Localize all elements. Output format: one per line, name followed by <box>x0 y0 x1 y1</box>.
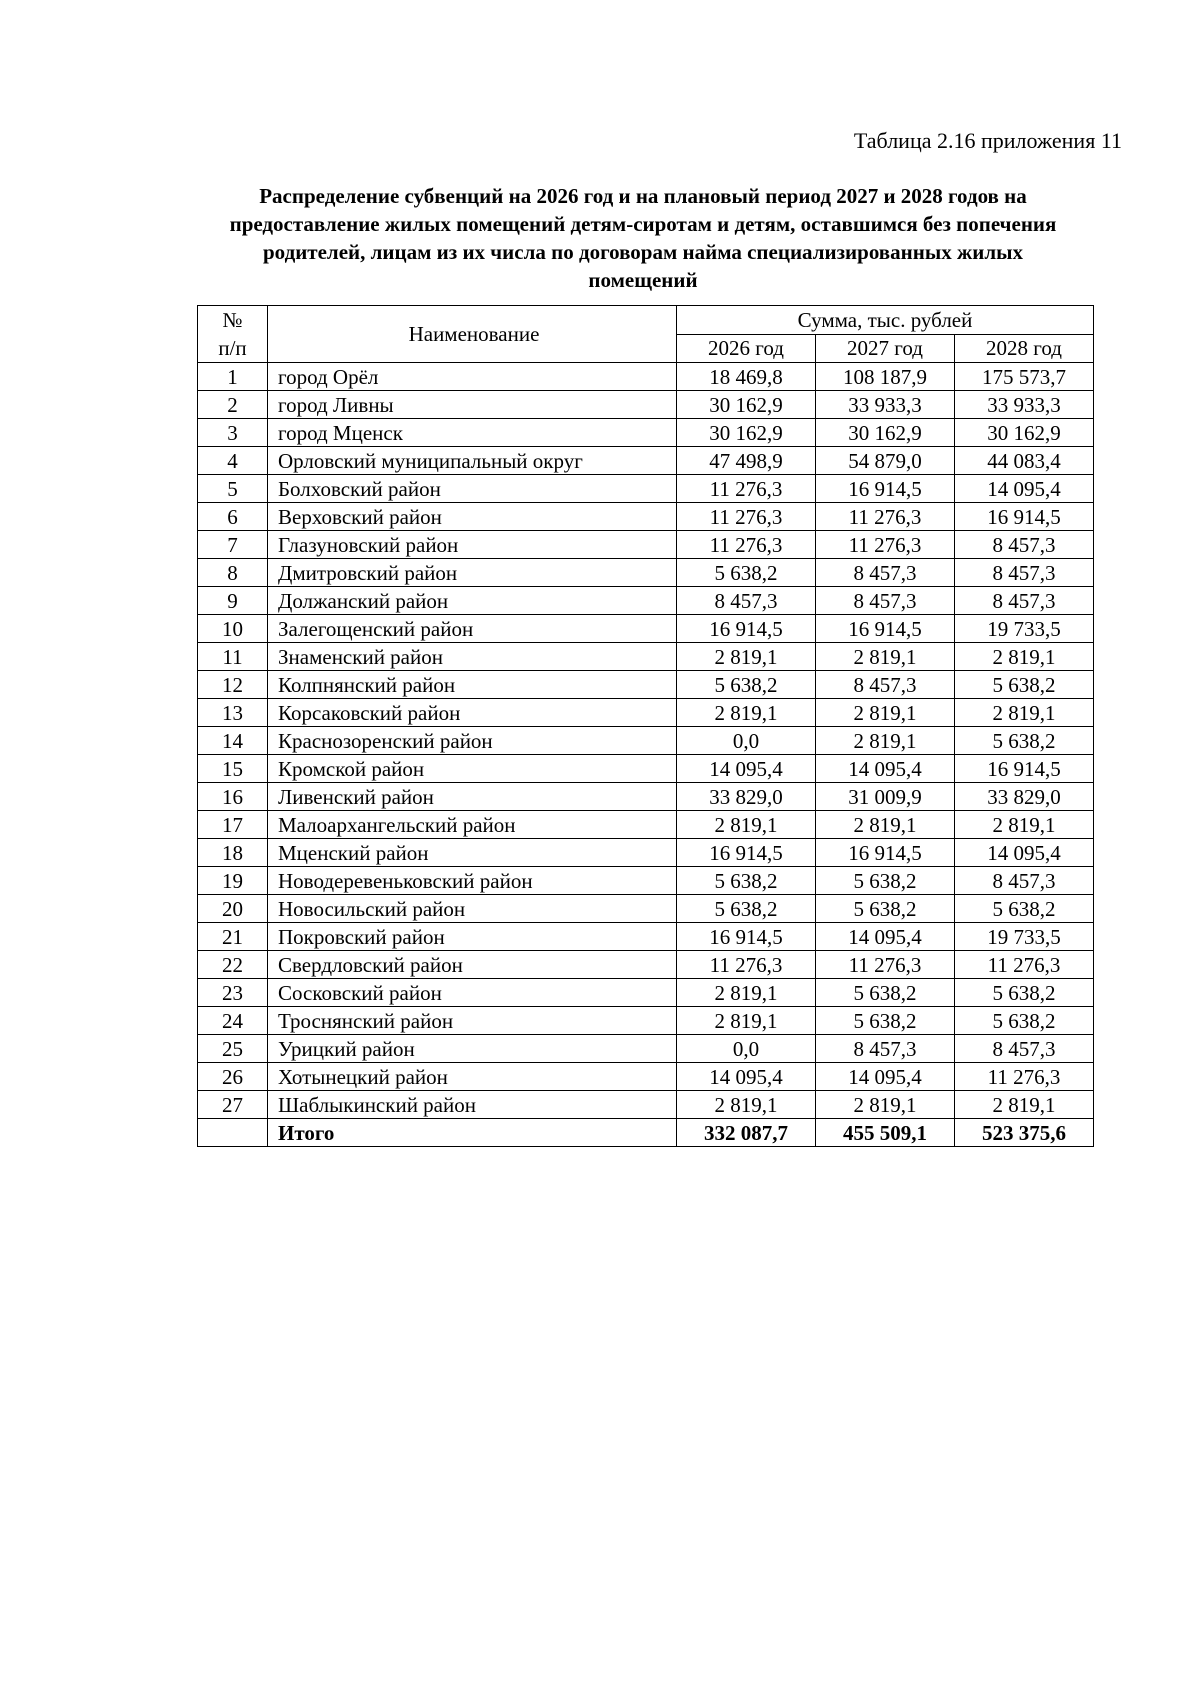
row-value-2026: 2 819,1 <box>677 643 816 671</box>
header-row <box>198 306 1094 335</box>
table-row <box>198 727 1094 755</box>
table-row <box>198 1091 1094 1119</box>
table-row <box>198 699 1094 727</box>
row-value-2028: 5 638,2 <box>955 979 1094 1007</box>
row-value-2028: 5 638,2 <box>955 895 1094 923</box>
row-value-2026: 14 095,4 <box>677 755 816 783</box>
table-body <box>198 363 1094 1119</box>
row-value-2026: 5 638,2 <box>677 867 816 895</box>
table-row <box>198 615 1094 643</box>
row-value-2027: 5 638,2 <box>816 1007 955 1035</box>
table-row <box>198 839 1094 867</box>
row-name: Покровский район <box>268 923 677 951</box>
row-value-2026: 30 162,9 <box>677 419 816 447</box>
row-value-2026: 16 914,5 <box>677 923 816 951</box>
row-value-2028: 16 914,5 <box>955 755 1094 783</box>
row-number: 17 <box>198 811 268 839</box>
row-value-2026: 11 276,3 <box>677 951 816 979</box>
row-name: Должанский район <box>268 587 677 615</box>
row-number: 15 <box>198 755 268 783</box>
row-value-2028: 8 457,3 <box>955 867 1094 895</box>
row-value-2027: 8 457,3 <box>816 559 955 587</box>
row-value-2028: 8 457,3 <box>955 1035 1094 1063</box>
row-value-2028: 2 819,1 <box>955 811 1094 839</box>
header-num-line1: № <box>222 308 243 332</box>
row-value-2026: 2 819,1 <box>677 979 816 1007</box>
row-number: 16 <box>198 783 268 811</box>
row-name: Мценский район <box>268 839 677 867</box>
row-value-2027: 14 095,4 <box>816 1063 955 1091</box>
row-value-2027: 8 457,3 <box>816 671 955 699</box>
row-value-2028: 16 914,5 <box>955 503 1094 531</box>
row-value-2027: 2 819,1 <box>816 643 955 671</box>
row-value-2028: 14 095,4 <box>955 839 1094 867</box>
subsidy-table <box>197 305 1094 1147</box>
row-value-2026: 14 095,4 <box>677 1063 816 1091</box>
row-value-2027: 14 095,4 <box>816 923 955 951</box>
row-number: 8 <box>198 559 268 587</box>
table-row <box>198 531 1094 559</box>
row-value-2027: 108 187,9 <box>816 363 955 391</box>
row-value-2026: 0,0 <box>677 727 816 755</box>
row-number: 2 <box>198 391 268 419</box>
table-row <box>198 951 1094 979</box>
row-value-2027: 2 819,1 <box>816 699 955 727</box>
row-value-2028: 11 276,3 <box>955 951 1094 979</box>
row-number: 7 <box>198 531 268 559</box>
row-name: Новодеревеньковский район <box>268 867 677 895</box>
table-row <box>198 811 1094 839</box>
table-footer <box>198 1119 1094 1147</box>
title-line: помещений <box>588 268 698 292</box>
row-name: Шаблыкинский район <box>268 1091 677 1119</box>
row-number: 11 <box>198 643 268 671</box>
table-caption: Таблица 2.16 приложения 11 <box>853 128 1122 153</box>
row-name: Хотынецкий район <box>268 1063 677 1091</box>
row-name: город Мценск <box>268 419 677 447</box>
table-row <box>198 475 1094 503</box>
row-value-2028: 33 829,0 <box>955 783 1094 811</box>
row-name: город Орёл <box>268 363 677 391</box>
row-number: 23 <box>198 979 268 1007</box>
row-name: Малоархангельский район <box>268 811 677 839</box>
row-number: 6 <box>198 503 268 531</box>
row-value-2027: 31 009,9 <box>816 783 955 811</box>
row-value-2027: 16 914,5 <box>816 615 955 643</box>
table-row <box>198 419 1094 447</box>
table-row <box>198 923 1094 951</box>
row-number: 21 <box>198 923 268 951</box>
row-value-2026: 11 276,3 <box>677 503 816 531</box>
header-num-line2: п/п <box>218 336 247 360</box>
table-row <box>198 867 1094 895</box>
row-value-2027: 5 638,2 <box>816 867 955 895</box>
header-sum: Сумма, тыс. рублей <box>677 306 1094 335</box>
header-num <box>198 306 268 363</box>
row-value-2026: 11 276,3 <box>677 531 816 559</box>
row-number: 24 <box>198 1007 268 1035</box>
row-number: 12 <box>198 671 268 699</box>
total-value: 455 509,1 <box>816 1119 955 1147</box>
row-value-2027: 30 162,9 <box>816 419 955 447</box>
row-value-2027: 2 819,1 <box>816 811 955 839</box>
row-name: Сосковский район <box>268 979 677 1007</box>
row-value-2026: 16 914,5 <box>677 839 816 867</box>
row-number: 20 <box>198 895 268 923</box>
row-value-2026: 47 498,9 <box>677 447 816 475</box>
row-value-2028: 2 819,1 <box>955 643 1094 671</box>
row-value-2026: 2 819,1 <box>677 1091 816 1119</box>
row-value-2027: 54 879,0 <box>816 447 955 475</box>
row-name: Новосильский район <box>268 895 677 923</box>
row-value-2027: 2 819,1 <box>816 1091 955 1119</box>
table-header <box>198 306 1094 363</box>
row-value-2026: 2 819,1 <box>677 1007 816 1035</box>
row-value-2027: 2 819,1 <box>816 727 955 755</box>
table-row <box>198 755 1094 783</box>
row-value-2026: 16 914,5 <box>677 615 816 643</box>
row-name: Ливенский район <box>268 783 677 811</box>
row-value-2028: 11 276,3 <box>955 1063 1094 1091</box>
row-number: 13 <box>198 699 268 727</box>
row-name: Колпнянский район <box>268 671 677 699</box>
row-value-2026: 30 162,9 <box>677 391 816 419</box>
header-year: 2027 год <box>816 334 955 363</box>
row-number: 26 <box>198 1063 268 1091</box>
row-value-2026: 18 469,8 <box>677 363 816 391</box>
row-number: 9 <box>198 587 268 615</box>
table-row <box>198 895 1094 923</box>
row-number: 18 <box>198 839 268 867</box>
row-value-2026: 0,0 <box>677 1035 816 1063</box>
title-line: родителей, лицам из их числа по договорам найма специализированных жилых <box>263 240 1023 264</box>
row-value-2028: 19 733,5 <box>955 615 1094 643</box>
row-name: Краснозоренский район <box>268 727 677 755</box>
row-value-2027: 33 933,3 <box>816 391 955 419</box>
total-label: Итого <box>268 1119 677 1147</box>
row-value-2026: 5 638,2 <box>677 559 816 587</box>
row-value-2027: 16 914,5 <box>816 475 955 503</box>
row-number: 1 <box>198 363 268 391</box>
table-row <box>198 1063 1094 1091</box>
row-name: Болховский район <box>268 475 677 503</box>
table-row <box>198 979 1094 1007</box>
row-value-2028: 19 733,5 <box>955 923 1094 951</box>
row-value-2027: 11 276,3 <box>816 951 955 979</box>
total-row <box>198 1119 1094 1147</box>
row-value-2028: 33 933,3 <box>955 391 1094 419</box>
row-value-2028: 8 457,3 <box>955 531 1094 559</box>
row-value-2026: 5 638,2 <box>677 671 816 699</box>
row-value-2028: 175 573,7 <box>955 363 1094 391</box>
row-name: Дмитровский район <box>268 559 677 587</box>
row-value-2028: 5 638,2 <box>955 671 1094 699</box>
row-number: 19 <box>198 867 268 895</box>
row-value-2027: 5 638,2 <box>816 979 955 1007</box>
row-value-2028: 8 457,3 <box>955 559 1094 587</box>
total-num-cell <box>198 1119 268 1147</box>
header-name: Наименование <box>268 306 677 363</box>
row-value-2026: 33 829,0 <box>677 783 816 811</box>
row-name: Урицкий район <box>268 1035 677 1063</box>
row-value-2026: 5 638,2 <box>677 895 816 923</box>
row-value-2027: 5 638,2 <box>816 895 955 923</box>
row-number: 22 <box>198 951 268 979</box>
row-value-2028: 30 162,9 <box>955 419 1094 447</box>
total-value: 523 375,6 <box>955 1119 1094 1147</box>
row-value-2028: 5 638,2 <box>955 1007 1094 1035</box>
row-number: 27 <box>198 1091 268 1119</box>
row-value-2028: 44 083,4 <box>955 447 1094 475</box>
row-value-2028: 14 095,4 <box>955 475 1094 503</box>
document-title <box>160 182 1126 294</box>
row-number: 10 <box>198 615 268 643</box>
row-value-2027: 11 276,3 <box>816 531 955 559</box>
row-value-2027: 8 457,3 <box>816 587 955 615</box>
table-row <box>198 587 1094 615</box>
row-value-2027: 16 914,5 <box>816 839 955 867</box>
table-row <box>198 391 1094 419</box>
row-name: Верховский район <box>268 503 677 531</box>
table-row <box>198 783 1094 811</box>
row-value-2027: 8 457,3 <box>816 1035 955 1063</box>
row-number: 14 <box>198 727 268 755</box>
table-row <box>198 447 1094 475</box>
row-name: Орловский муниципальный округ <box>268 447 677 475</box>
title-line: предоставление жилых помещений детям-сиротам и детям, оставшимся без попечения <box>229 212 1057 236</box>
header-year: 2028 год <box>955 334 1094 363</box>
row-number: 25 <box>198 1035 268 1063</box>
row-name: Кромской район <box>268 755 677 783</box>
table-row <box>198 1035 1094 1063</box>
table-row <box>198 503 1094 531</box>
row-value-2028: 5 638,2 <box>955 727 1094 755</box>
table-row <box>198 1007 1094 1035</box>
row-name: Корсаковский район <box>268 699 677 727</box>
row-value-2027: 11 276,3 <box>816 503 955 531</box>
row-name: Троснянский район <box>268 1007 677 1035</box>
table-row <box>198 671 1094 699</box>
row-number: 3 <box>198 419 268 447</box>
header-year: 2026 год <box>677 334 816 363</box>
row-value-2026: 2 819,1 <box>677 699 816 727</box>
table-row <box>198 643 1094 671</box>
row-name: Свердловский район <box>268 951 677 979</box>
total-value: 332 087,7 <box>677 1119 816 1147</box>
row-value-2028: 8 457,3 <box>955 587 1094 615</box>
title-line: Распределение субвенций на 2026 год и на плановый период 2027 и 2028 годов на <box>259 184 1027 208</box>
row-value-2028: 2 819,1 <box>955 699 1094 727</box>
row-number: 5 <box>198 475 268 503</box>
row-number: 4 <box>198 447 268 475</box>
table-row <box>198 363 1094 391</box>
row-name: город Ливны <box>268 391 677 419</box>
row-value-2028: 2 819,1 <box>955 1091 1094 1119</box>
table-row <box>198 559 1094 587</box>
row-name: Глазуновский район <box>268 531 677 559</box>
row-value-2026: 8 457,3 <box>677 587 816 615</box>
row-name: Залегощенский район <box>268 615 677 643</box>
row-value-2027: 14 095,4 <box>816 755 955 783</box>
row-value-2026: 11 276,3 <box>677 475 816 503</box>
row-name: Знаменский район <box>268 643 677 671</box>
row-value-2026: 2 819,1 <box>677 811 816 839</box>
